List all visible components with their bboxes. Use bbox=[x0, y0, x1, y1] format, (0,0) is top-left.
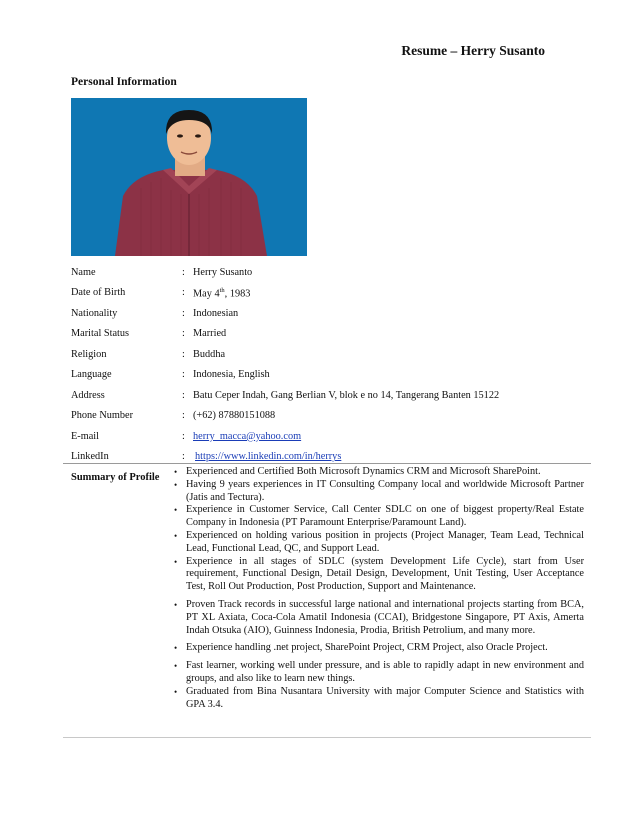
summary-item-text: Graduated from Bina Nusantara University with major Computer Science and Statistics with GPA 3.4. bbox=[186, 685, 584, 710]
info-label: Date of Birth bbox=[71, 287, 126, 299]
info-colon: : bbox=[182, 430, 185, 442]
info-colon: : bbox=[182, 287, 185, 299]
bullet-icon: • bbox=[174, 686, 178, 697]
list-item bbox=[173, 660, 584, 686]
info-label: Marital Status bbox=[71, 328, 130, 340]
info-value-name: Herry Susanto bbox=[193, 266, 253, 278]
bullet-icon: • bbox=[174, 643, 178, 654]
summary-item-text: Having 9 years experiences in IT Consulting Company local and worldwide Microsoft Partner (Jatis and Tectura). bbox=[186, 478, 584, 503]
info-row-marital-status bbox=[71, 324, 591, 345]
info-value-religion: Buddha bbox=[193, 348, 226, 360]
info-value-nationality: Indonesian bbox=[193, 307, 239, 319]
summary-item-text: Experienced on holding various position in projects (Project Manager, Team Lead, Technical Lead, Functional Lead, QC, and Support Lead. bbox=[186, 529, 584, 554]
info-label: E-mail bbox=[71, 430, 100, 442]
info-row-date-of-birth bbox=[71, 283, 591, 304]
summary-item-text: Proven Track records in successful large national and international projects starting from BCA, PT XL Axiata, Coca-Cola Amatil Indonesia (CCAI), Bridgestone Singapore, PT Axis, Amerta Indah Otsuka (AIO), Guinness Indonesia, Prodia, British Petrolium, and many more. bbox=[186, 598, 584, 636]
summary-item-text: Experience handling .net project, SharePoint Project, CRM Project, also Oracle Project. bbox=[186, 642, 548, 654]
list-item bbox=[173, 530, 584, 556]
info-colon: : bbox=[182, 348, 185, 360]
profile-photo bbox=[71, 98, 307, 256]
dob-month-day: May 4 bbox=[193, 287, 220, 299]
bullet-icon: • bbox=[174, 530, 178, 541]
info-label: Name bbox=[71, 266, 96, 278]
list-item bbox=[173, 504, 584, 530]
list-item bbox=[173, 479, 584, 505]
info-value-marital-status: Married bbox=[193, 328, 227, 340]
personal-info-table bbox=[71, 262, 591, 467]
info-value-address: Batu Ceper Indah, Gang Berlian V, blok e no 14, Tangerang Banten 15122 bbox=[193, 389, 500, 401]
linkedin-link[interactable]: https://www.linkedin.com/in/herrys bbox=[195, 451, 342, 463]
info-row-name bbox=[71, 262, 591, 283]
summary-list bbox=[173, 466, 584, 711]
summary-item-text: Experienced and Certified Both Microsoft Dynamics CRM and Microsoft SharePoint. bbox=[186, 466, 541, 477]
info-colon: : bbox=[182, 389, 185, 401]
bullet-icon: • bbox=[174, 505, 178, 516]
list-item bbox=[173, 466, 584, 479]
list-item bbox=[173, 686, 584, 712]
info-colon: : bbox=[182, 451, 185, 463]
summary-item-text: Experience in all stages of SDLC (system Development Life Cycle), start from User requirement, Functional Design, Detail Design, Development, Unit Testing, User Acceptance Test, Roll Out Production, Post Production, Support and Maintenance. bbox=[186, 555, 584, 593]
info-label: LinkedIn bbox=[71, 451, 109, 463]
summary-item-text: Fast learner, working well under pressure, and is able to rapidly adapt in new environment and groups, and also like to learn new things. bbox=[186, 660, 584, 684]
resume-title: Resume – Herry Susanto bbox=[401, 43, 545, 58]
bullet-icon: • bbox=[174, 556, 178, 567]
info-label: Religion bbox=[71, 348, 107, 360]
info-colon: : bbox=[182, 307, 185, 319]
info-label: Nationality bbox=[71, 307, 118, 319]
personal-information-heading: Personal Information bbox=[71, 76, 177, 88]
info-value-email bbox=[193, 431, 591, 442]
list-item bbox=[173, 642, 584, 655]
email-link[interactable]: herry_macca@yahoo.com bbox=[193, 430, 302, 442]
info-colon: : bbox=[182, 266, 185, 278]
summary-bottom-divider bbox=[63, 737, 591, 738]
info-value-linkedin bbox=[195, 451, 591, 462]
info-label: Phone Number bbox=[71, 410, 134, 422]
summary-top-divider bbox=[63, 463, 591, 464]
info-row-email bbox=[71, 426, 591, 447]
dob-ordinal: th bbox=[219, 286, 225, 294]
info-value-language: Indonesia, English bbox=[193, 369, 270, 381]
info-label: Address bbox=[71, 389, 105, 401]
list-item bbox=[173, 556, 584, 594]
info-colon: : bbox=[182, 328, 185, 340]
bullet-icon: • bbox=[174, 467, 178, 477]
info-value-phone-number: (+62) 87880151088 bbox=[193, 410, 276, 422]
info-row-nationality bbox=[71, 303, 591, 324]
summary-of-profile-label: Summary of Profile bbox=[71, 472, 160, 483]
info-row-language bbox=[71, 365, 591, 386]
info-row-address bbox=[71, 385, 591, 406]
bullet-icon: • bbox=[174, 479, 178, 490]
bullet-icon: • bbox=[174, 661, 178, 672]
info-value-date-of-birth bbox=[193, 287, 591, 299]
info-row-religion bbox=[71, 344, 591, 365]
info-colon: : bbox=[182, 410, 185, 422]
dob-year: , 1983 bbox=[224, 287, 251, 299]
info-colon: : bbox=[182, 369, 185, 381]
bullet-icon: • bbox=[174, 599, 178, 610]
profile-photo-illustration bbox=[71, 98, 307, 256]
list-item bbox=[173, 599, 584, 637]
info-row-phone-number bbox=[71, 406, 591, 427]
summary-item-text: Experience in Customer Service, Call Center SDLC on one of biggest property/Real Estate Company in Indonesia (PT Paramount Enterprise/Paramount Land). bbox=[186, 504, 584, 529]
info-label: Language bbox=[71, 369, 112, 381]
